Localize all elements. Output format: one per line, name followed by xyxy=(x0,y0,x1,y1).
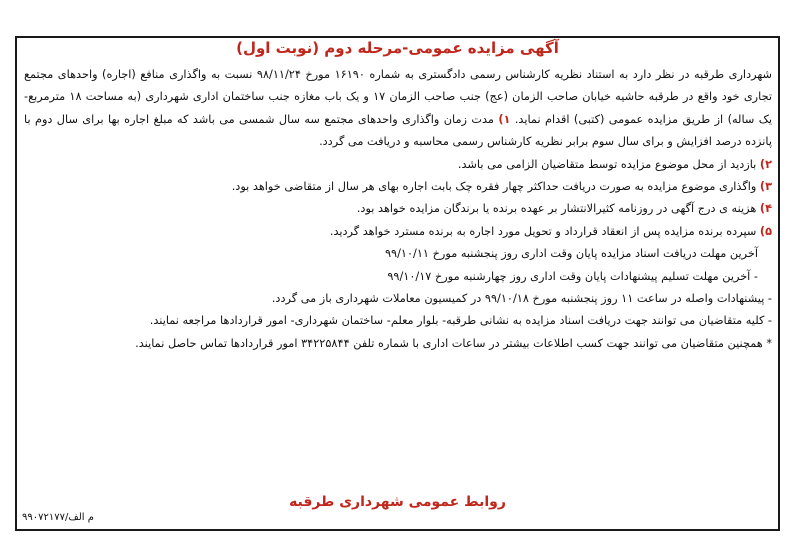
deadline-line: - آخرین مهلت تسلیم پیشنهادات پایان وقت اداری روز چهارشنبه مورخ ۹۹/۱۰/۱۷ xyxy=(387,269,758,283)
list-item xyxy=(24,221,772,243)
star-icon: * xyxy=(766,336,772,350)
item-text: مدت زمان واگذاری واحدهای مجتمع سه سال شمسی می باشد که مبلغ اجاره بها برای سال دوم با پانزده درصد افزایش و برای سال سوم برابر نظریه کارشناس رسمی محاسبه و دریافت می گردد. xyxy=(24,112,772,149)
contact-paragraph xyxy=(24,333,772,355)
notice-title: آگهی مزایده عمومی-مرحله دوم (نوبت اول) xyxy=(236,39,559,57)
item-number: ۲) xyxy=(759,157,772,171)
item-number: ۴) xyxy=(759,202,772,216)
item-text: هزینه ی درج آگهی در روزنامه کثیرالانتشار بر عهده برنده یا برندگان مزایده خواهد بود. xyxy=(356,202,757,216)
list-item xyxy=(24,154,772,176)
list-item xyxy=(24,198,772,220)
deadline-line: - کلیه متقاضیان می توانند جهت دریافت اسناد مزایده به نشانی طرقبه- بلوار معلم- ساختمان شهرداری- امور قراردادها مراجعه نمایند. xyxy=(149,314,772,328)
item-number: ۳) xyxy=(759,180,772,194)
deadline-line: آخرین مهلت دریافت اسناد مزایده پایان وقت اداری روز پنجشنبه مورخ ۹۹/۱۰/۱۱ xyxy=(384,247,758,261)
notice-footer: روابط عمومی شهرداری طرقبه xyxy=(289,494,506,510)
deadline-line: - پیشنهادات واصله در ساعت ۱۱ روز پنجشنبه مورخ ۹۹/۱۰/۱۸ در کمیسیون معاملات شهرداری باز می گردد. xyxy=(271,292,772,306)
contact-text: همچنین متقاضیان می توانند جهت کسب اطلاعات بیشتر در ساعات اداری با شماره تلفن ۳۴۲۲۵۸۴۴ امور قراردادها تماس حاصل نمایند. xyxy=(135,336,763,350)
item-number: ۱) xyxy=(498,112,511,126)
intro-text: شهرداری طرقبه در نظر دارد به استناد نظریه کارشناس رسمی دادگستری به شماره ۱۶۱۹۰ مورخ ۹۸/۱۱/۲۴ نسبت به واگذاری منافع (اجاره) واحدهای مجتمع تجاری خود واقع در طرقبه حاشیه خیابان صاحب الزمان (عج) جنب صاحب الزمان ۱۷ و یک باب مغازه جنب ساختمان اداری شهرداری (به مساحت ۱۸ مترمربع- یک ساله) از طریق مزایده عمومی (کتبی) اقدام نماید. xyxy=(24,68,773,126)
notice-code: م الف/۹۹۰۷۲۱۷۷ xyxy=(22,512,94,523)
notice-body xyxy=(24,64,772,355)
item-number: ۵) xyxy=(759,224,772,238)
item-text: بازدید از محل موضوع مزایده توسط متقاضیان الزامی می باشد. xyxy=(457,157,757,171)
intro-paragraph xyxy=(24,64,772,154)
item-text: سپرده برنده مزایده پس از انعقاد قرارداد و تحویل مورد اجاره به برنده مسترد خواهد گردید. xyxy=(329,224,757,238)
list-item xyxy=(24,176,772,198)
item-text: واگذاری موضوع مزایده به صورت دریافت حداکثر چهار فقره چک بابت اجاره بهای هر سال از متقاضی خواهد بود. xyxy=(231,180,757,194)
